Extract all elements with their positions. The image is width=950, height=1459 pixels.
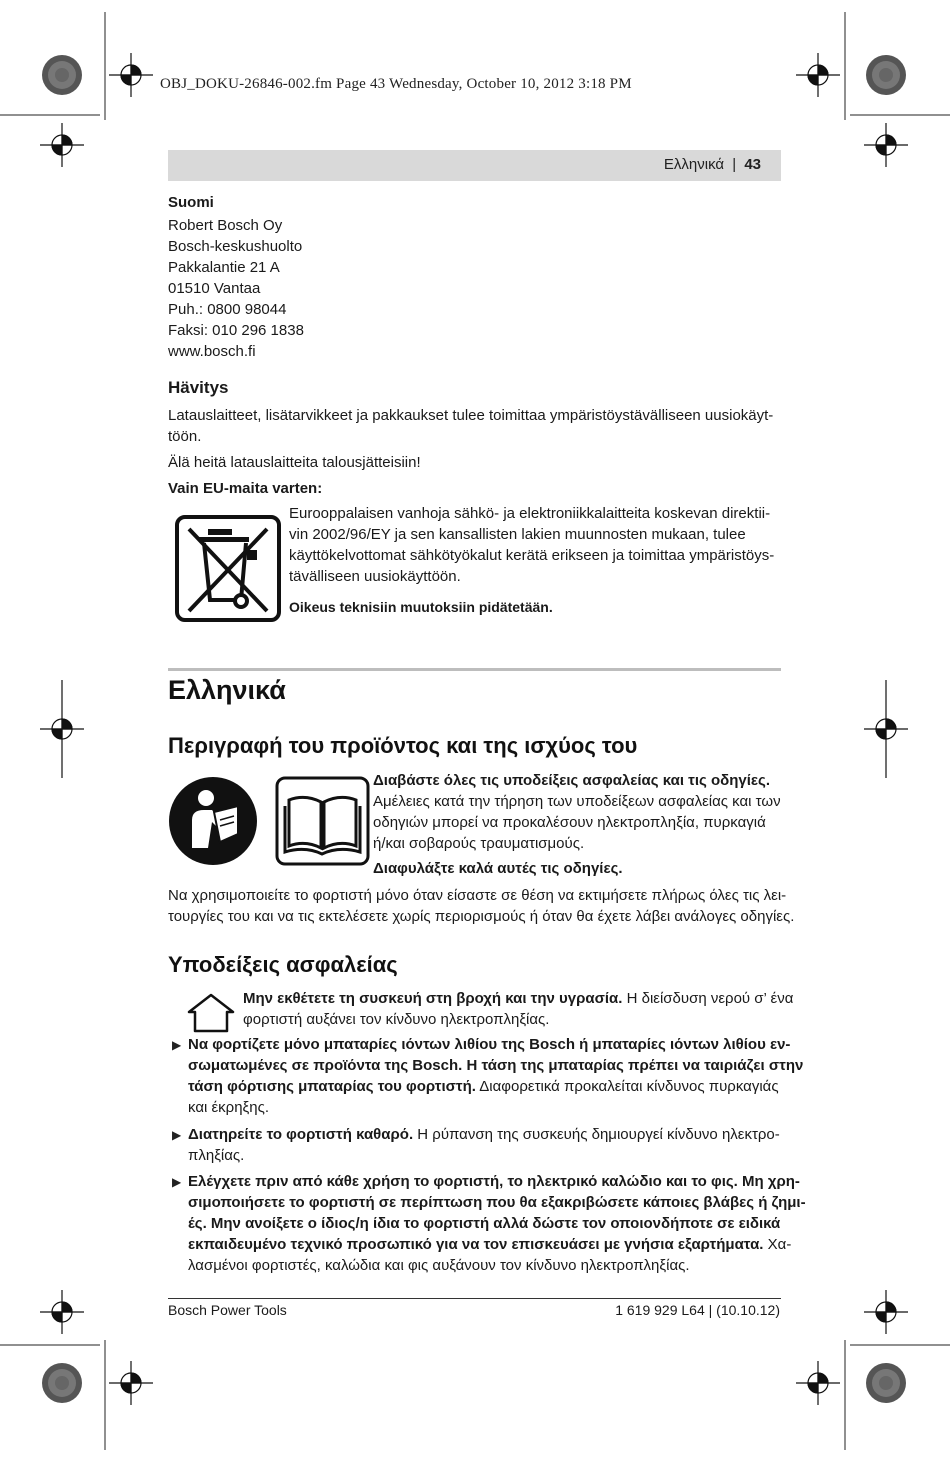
footer-doc-number: 1 619 929 L64 | (10.10.12) bbox=[615, 1302, 780, 1318]
bullet-text-normal: Διαφορετικά προκαλείται κίνδυνος πυρκαγιάς bbox=[475, 1078, 779, 1095]
eu-text: käyttökelvottomat sähkötyökalut kerätä erikseen ja toimittaa ympäristöys- bbox=[289, 547, 775, 564]
bullet-text-bold: Διατηρείτε το φορτιστή καθαρό. bbox=[188, 1126, 414, 1143]
bullet-text bbox=[188, 1076, 779, 1097]
address-line: Faksi: 010 296 1838 bbox=[168, 322, 304, 339]
bullet-text: ές. Μην ανοίξετε ο ίδιος/η ίδια το φορτιστή αλλά δώστε τον οποιονδήποτε σε ειδικά bbox=[188, 1215, 781, 1232]
bullet-text: Ελέγχετε πριν από κάθε χρήση το φορτιστή, το ηλεκτρικό καλώδιο και το φις. Μη χρη- bbox=[188, 1173, 800, 1190]
address-line: Pakkalantie 21 A bbox=[168, 259, 280, 276]
header-separator: | bbox=[732, 156, 737, 173]
bullet-arrow-icon: ▶ bbox=[172, 1175, 182, 1189]
indoor-use-house-icon bbox=[186, 992, 236, 1034]
bullet-text bbox=[188, 1234, 791, 1255]
manual-book-icon bbox=[275, 776, 370, 866]
eu-text: tävälliseen uusiokäyttöön. bbox=[289, 568, 461, 585]
rain-warning bbox=[243, 988, 793, 1009]
bullet-text-bold: εκπαιδευμένο τεχνικό προσωπικό για να τον επισκευάσει με γνήσια εξαρτήματα. bbox=[188, 1236, 764, 1253]
keep-instructions: Διαφυλάξτε καλά αυτές τις οδηγίες. bbox=[373, 860, 623, 877]
bullet-text-normal: Η ρύπανση της συσκευής δημιουργεί κίνδυνο ηλεκτρο- bbox=[413, 1126, 780, 1143]
read-instructions-text: ή/και σοβαρούς τραυματισμούς. bbox=[373, 835, 585, 852]
page-number: 43 bbox=[744, 156, 761, 173]
eu-text: Eurooppalaisen vanhoja sähkö- ja elektroniikkalaitteita koskevan direktii- bbox=[289, 505, 771, 522]
website-link[interactable]: www.bosch.fi bbox=[168, 343, 256, 360]
read-instructions-text: οδηγιών μπορεί να προκαλέσουν ηλεκτροπληξία, πυρκαγιά bbox=[373, 814, 766, 831]
footer-brand: Bosch Power Tools bbox=[168, 1302, 287, 1318]
safety-heading: Υποδείξεις ασφαλείας bbox=[168, 952, 398, 977]
bullet-text-bold: τάση φόρτισης μπαταρίας του φορτιστή. bbox=[188, 1078, 476, 1095]
rain-warning-text: φορτιστή αυξάνει τον κίνδυνο ηλεκτροπληξίας. bbox=[243, 1011, 550, 1028]
description-heading: Περιγραφή του προϊόντος και της ισχύος του bbox=[168, 733, 638, 758]
bullet-text: και έκρηξης. bbox=[188, 1099, 270, 1116]
page-header bbox=[168, 150, 781, 181]
rain-warning-text: Η διείσδυση νερού σ’ ένα bbox=[622, 990, 794, 1007]
address-line: Puh.: 0800 98044 bbox=[168, 301, 287, 318]
greek-language-heading: Ελληνικά bbox=[168, 675, 286, 705]
changes-note: Oikeus teknisiin muutoksiin pidätetään. bbox=[289, 599, 553, 615]
crossed-out-bin-icon bbox=[175, 515, 281, 622]
read-instructions-bold: Διαβάστε όλες τις υποδείξεις ασφαλείας και τις οδηγίες. bbox=[373, 772, 771, 789]
usage-text: Να χρησιμοποιείτε το φορτιστή μόνο όταν είσαστε σε θέση να εκτιμήσετε πλήρως όλες τις λει- bbox=[168, 887, 787, 904]
disposal-text: töön. bbox=[168, 428, 202, 445]
bullet-arrow-icon: ▶ bbox=[172, 1128, 182, 1142]
bullet-arrow-icon: ▶ bbox=[172, 1038, 182, 1052]
address-line: 01510 Vantaa bbox=[168, 280, 261, 297]
bullet-text: λασμένοι φορτιστές, καλώδια και φις αυξάνουν τον κίνδυνο ηλεκτροπληξίας. bbox=[188, 1257, 690, 1274]
section-divider bbox=[168, 668, 781, 671]
address-line: Robert Bosch Oy bbox=[168, 217, 283, 234]
rain-warning-bold: Μην εκθέτετε τη συσκευή στη βροχή και την υγρασία. bbox=[243, 990, 623, 1007]
eu-text: vin 2002/96/EY ja sen kansallisten lakien muunnosten mukaan, tulee bbox=[289, 526, 746, 543]
read-instructions-text: Αμέλειες κατά την τήρηση των υποδείξεων ασφαλείας και των bbox=[373, 793, 781, 810]
bullet-text: σιμοποιήσετε το φορτιστή σε περίπτωση που θα εξακριβώσετε κάποιες βλάβες ή ζημι- bbox=[188, 1194, 806, 1211]
header-language: Ελληνικά bbox=[663, 156, 725, 173]
file-info-line: OBJ_DOKU-26846-002.fm Page 43 Wednesday, October 10, 2012 3:18 PM bbox=[160, 76, 632, 92]
header-text bbox=[664, 156, 761, 173]
suomi-heading: Suomi bbox=[168, 194, 214, 211]
address-line: Bosch-keskushuolto bbox=[168, 238, 303, 255]
bullet-text: πληξίας. bbox=[188, 1147, 245, 1164]
disposal-warning: Älä heitä latauslaitteita talousjätteisiin! bbox=[168, 454, 421, 471]
bullet-text: Να φορτίζετε μόνο μπαταρίες ιόντων λιθίου της Bosch ή μπαταρίες ιόντων λιθίου εν- bbox=[188, 1036, 791, 1053]
eu-heading: Vain EU-maita varten: bbox=[168, 480, 323, 497]
disposal-text: Latauslaitteet, lisätarvikkeet ja pakkaukset tulee toimittaa ympäristöystävälliseen uusiokäyt- bbox=[168, 407, 774, 424]
read-manual-person-icon bbox=[168, 776, 258, 866]
bullet-text-normal: Χα- bbox=[763, 1236, 792, 1253]
bullet-text: σωματωμένες σε προϊόντα της Bosch. Η τάση της μπαταρίας πρέπει να ταιριάζει στην bbox=[188, 1057, 804, 1074]
usage-text: τουργίες του και να τις εκτελέσετε χωρίς περιορισμούς ή όταν θα έχετε λάβει ανάλογες οδηγίες. bbox=[168, 908, 795, 925]
bullet-text bbox=[188, 1124, 780, 1145]
footer-rule bbox=[168, 1298, 781, 1299]
havitys-heading: Hävitys bbox=[168, 378, 229, 397]
